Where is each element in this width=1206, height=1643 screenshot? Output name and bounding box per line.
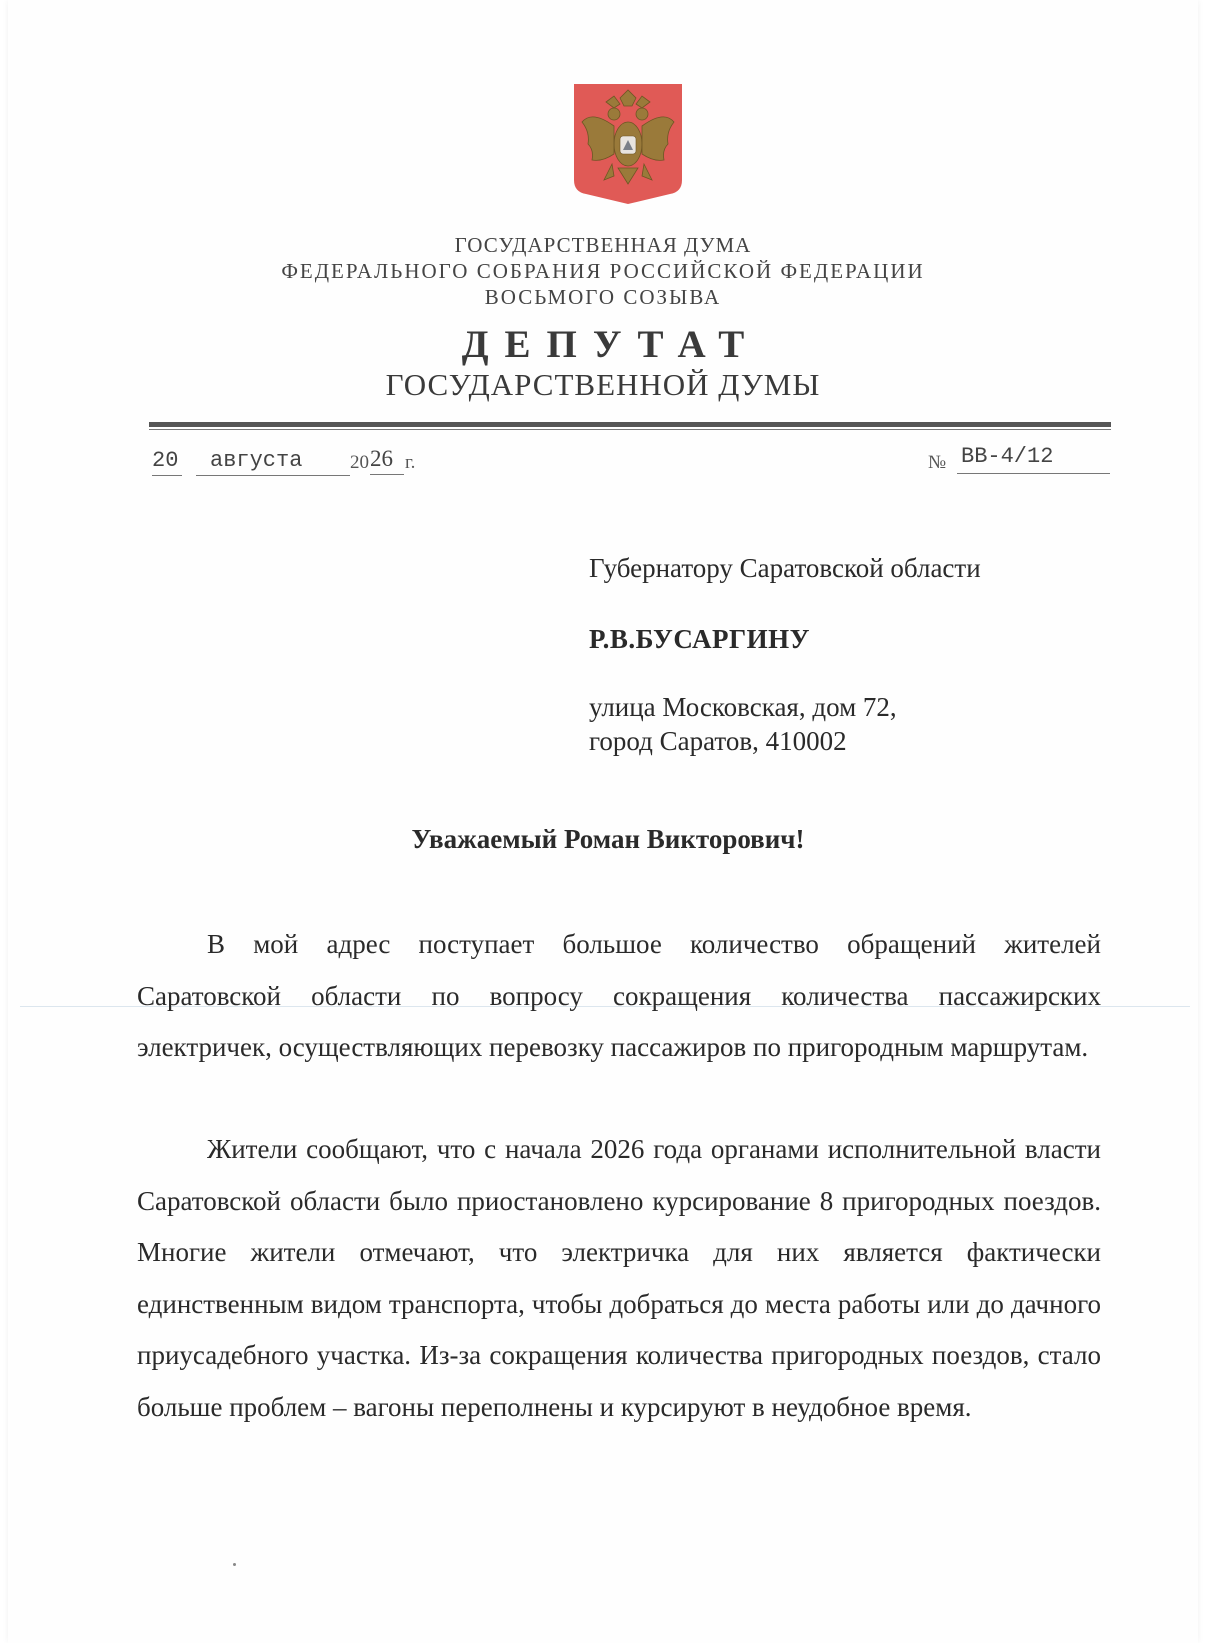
header-line-convocation: ВОСЬМОГО СОЗЫВА bbox=[484, 285, 722, 309]
letter-greeting: Уважаемый Роман Викторович! bbox=[411, 824, 805, 854]
header-line-duma: ГОСУДАРСТВЕННАЯ ДУМА bbox=[454, 233, 752, 257]
document-number: ВВ-4/12 bbox=[957, 444, 1110, 474]
letter-paragraph-2: Жители сообщают, что с начала 2026 года органами исполнительной власти Саратовской области было приостановлено курсирование 8 пригородных поездов. Многие жители отмечают, что электричка для них является фактически единственным видом транспорта, чтобы добраться до места работы или до дачного приусадебного участка. Из-за сокращения количества пригородных поездов, стало больше проблем – вагоны переполнены и курсируют в неудобное время. bbox=[137, 1134, 1101, 1422]
date-month: августа bbox=[196, 448, 350, 476]
header-line-federal-assembly: ФЕДЕРАЛЬНОГО СОБРАНИЯ РОССИЙСКОЙ ФЕДЕРАЦИИ bbox=[281, 259, 925, 283]
scan-speck bbox=[233, 1563, 236, 1566]
header-title-deputy: ДЕПУТАТ bbox=[461, 323, 761, 366]
addressee-name: Р.В.БУСАРГИНУ bbox=[589, 624, 810, 654]
addressee-city: город Саратов, 410002 bbox=[589, 726, 847, 756]
number-sign: № bbox=[928, 452, 947, 473]
date-year-suffix-g: г. bbox=[405, 452, 416, 473]
coat-of-arms-icon bbox=[570, 80, 686, 206]
header-rule-thin bbox=[149, 429, 1111, 430]
date-day: 20 bbox=[152, 448, 182, 476]
header-subtitle-duma: ГОСУДАРСТВЕННОЙ ДУМЫ bbox=[385, 367, 821, 402]
header-rule-thick bbox=[149, 422, 1111, 427]
date-year: 26 bbox=[370, 446, 404, 475]
date-year-prefix: 20 bbox=[350, 452, 369, 473]
addressee-title: Губернатору Саратовской области bbox=[589, 553, 981, 583]
letter-paragraph-1: В мой адрес поступает большое количество обращений жителей Саратовской области по вопросу сокращения количества пассажирских электричек, осуществляющих перевозку пассажиров по пригородным маршрутам. bbox=[137, 929, 1101, 1063]
addressee-street: улица Московская, дом 72, bbox=[589, 692, 897, 722]
